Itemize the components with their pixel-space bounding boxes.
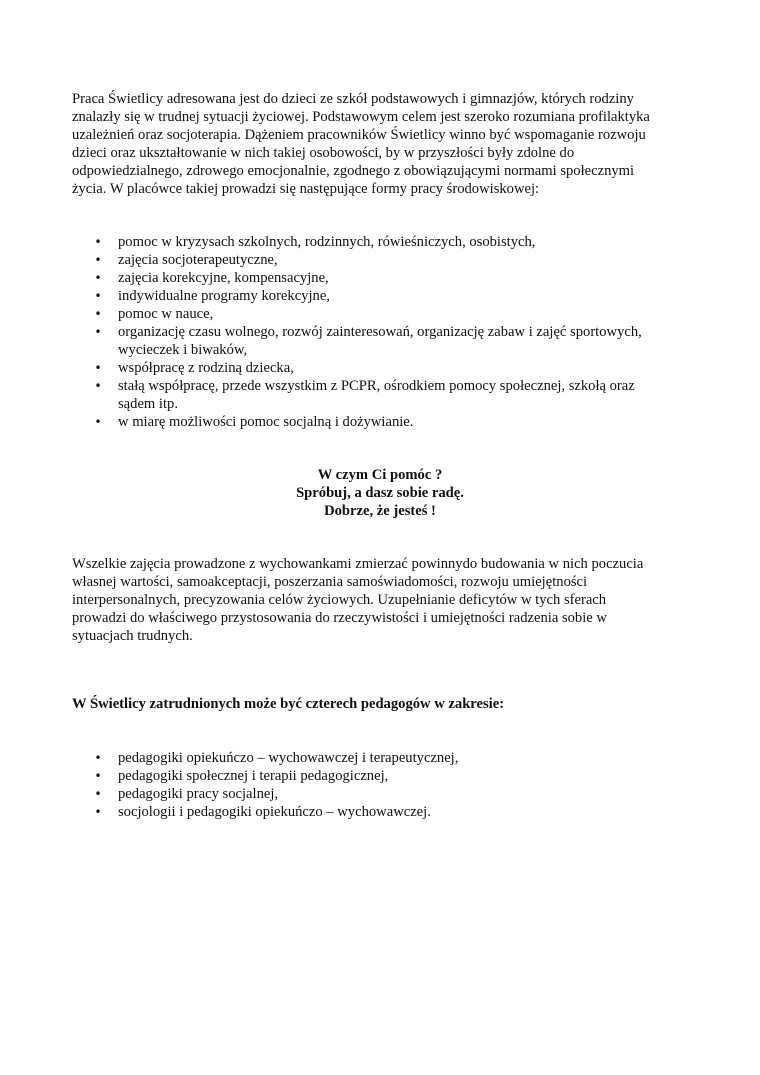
intro-line: Praca Świetlicy adresowana jest do dzieci ze szkół podstawowych i gimnazjów, których rodziny <box>72 91 634 107</box>
list-item <box>0 323 760 359</box>
list-item-text: pedagogiki opiekuńczo – wychowawczej i terapeutycznej, <box>118 750 459 766</box>
bullet-icon: • <box>94 787 102 801</box>
goals-line: prowadzi do właściwego przystosowania do rzeczywistości i umiejętności radzenia sobie w <box>72 610 607 626</box>
list-item-text: wycieczek i biwaków, <box>118 342 248 358</box>
list-item-text: współpracę z rodziną dziecka, <box>118 360 294 376</box>
forms-of-work-list <box>0 233 760 431</box>
intro-line: odpowiedzialnego, zdrowego emocjonalnie, zgodnego z obowiązującymi normami społecznymi <box>72 163 635 179</box>
bullet-icon: • <box>94 235 102 249</box>
bullet-icon: • <box>94 769 102 783</box>
bullet-icon: • <box>94 325 102 339</box>
list-item <box>0 749 760 767</box>
list-item <box>0 413 760 431</box>
bullet-icon: • <box>94 271 102 285</box>
intro-paragraph <box>72 90 712 198</box>
motto-line: Spróbuj, a dasz sobie radę. <box>296 485 464 501</box>
intro-line: znalazły się w trudnej sytuacji życiowej. Podstawowym celem jest szeroko rozumiana profilaktyka <box>72 109 650 125</box>
goals-line: Wszelkie zajęcia prowadzone z wychowankami zmierzać powinnydo budowania w nich poczucia <box>72 556 644 572</box>
list-item-text: stałą współpracę, przede wszystkim z PCPR, ośrodkiem pomocy społecznej, szkołą oraz <box>118 378 635 394</box>
list-item <box>0 359 760 377</box>
motto-line: W czym Ci pomóc ? <box>317 467 443 483</box>
goals-line: interpersonalnych, precyzowania celów życiowych. Uzupełnianie deficytów w tych sferach <box>72 592 607 608</box>
list-item-text: organizację czasu wolnego, rozwój zainteresowań, organizację zabaw i zajęć sportowych, <box>118 324 642 340</box>
bullet-icon: • <box>94 379 102 393</box>
motto-block <box>0 466 760 520</box>
list-item-text: pomoc w kryzysach szkolnych, rodzinnych, rówieśniczych, osobistych, <box>118 234 536 250</box>
list-item <box>0 269 760 287</box>
list-item-text: pedagogiki społecznej i terapii pedagogicznej, <box>118 768 389 784</box>
bullet-icon: • <box>94 415 102 429</box>
list-item-text: w miarę możliwości pomoc socjalną i dożywianie. <box>118 414 414 430</box>
bullet-icon: • <box>94 751 102 765</box>
goals-paragraph <box>72 555 712 645</box>
staff-heading <box>72 695 712 713</box>
list-item <box>0 251 760 269</box>
specializations-list <box>0 749 760 821</box>
bullet-icon: • <box>94 307 102 321</box>
list-item <box>0 785 760 803</box>
intro-line: życia. W placówce takiej prowadzi się następujące formy pracy środowiskowej: <box>72 181 540 197</box>
list-item-text: sądem itp. <box>118 396 178 412</box>
intro-line: dzieci oraz ukształtowanie w nich takiej osobowości, by w przyszłości były zdolne do <box>72 145 575 161</box>
list-item <box>0 233 760 251</box>
goals-line: sytuacjach trudnych. <box>72 628 193 644</box>
goals-line: własnej wartości, samoakceptacji, poszerzania samoświadomości, rozwoju umiejętności <box>72 574 588 590</box>
motto-line: Dobrze, że jesteś ! <box>324 503 436 519</box>
list-item <box>0 767 760 785</box>
intro-line: uzależnień oraz socjoterapia. Dążeniem pracowników Świetlicy winno być wspomaganie rozwoju <box>72 127 646 143</box>
list-item-text: pedagogiki pracy socjalnej, <box>118 786 279 802</box>
list-item-text: zajęcia korekcyjne, kompensacyjne, <box>118 270 329 286</box>
bullet-icon: • <box>94 253 102 267</box>
bullet-icon: • <box>94 361 102 375</box>
list-item <box>0 377 760 413</box>
bullet-icon: • <box>94 805 102 819</box>
list-item-text: indywidualne programy korekcyjne, <box>118 288 330 304</box>
list-item <box>0 305 760 323</box>
list-item-text: socjologii i pedagogiki opiekuńczo – wychowawczej. <box>118 804 431 820</box>
list-item-text: zajęcia socjoterapeutyczne, <box>118 252 278 268</box>
list-item <box>0 803 760 821</box>
staff-heading-text: W Świetlicy zatrudnionych może być czterech pedagogów w zakresie: <box>72 696 505 712</box>
bullet-icon: • <box>94 289 102 303</box>
list-item <box>0 287 760 305</box>
list-item-text: pomoc w nauce, <box>118 306 214 322</box>
